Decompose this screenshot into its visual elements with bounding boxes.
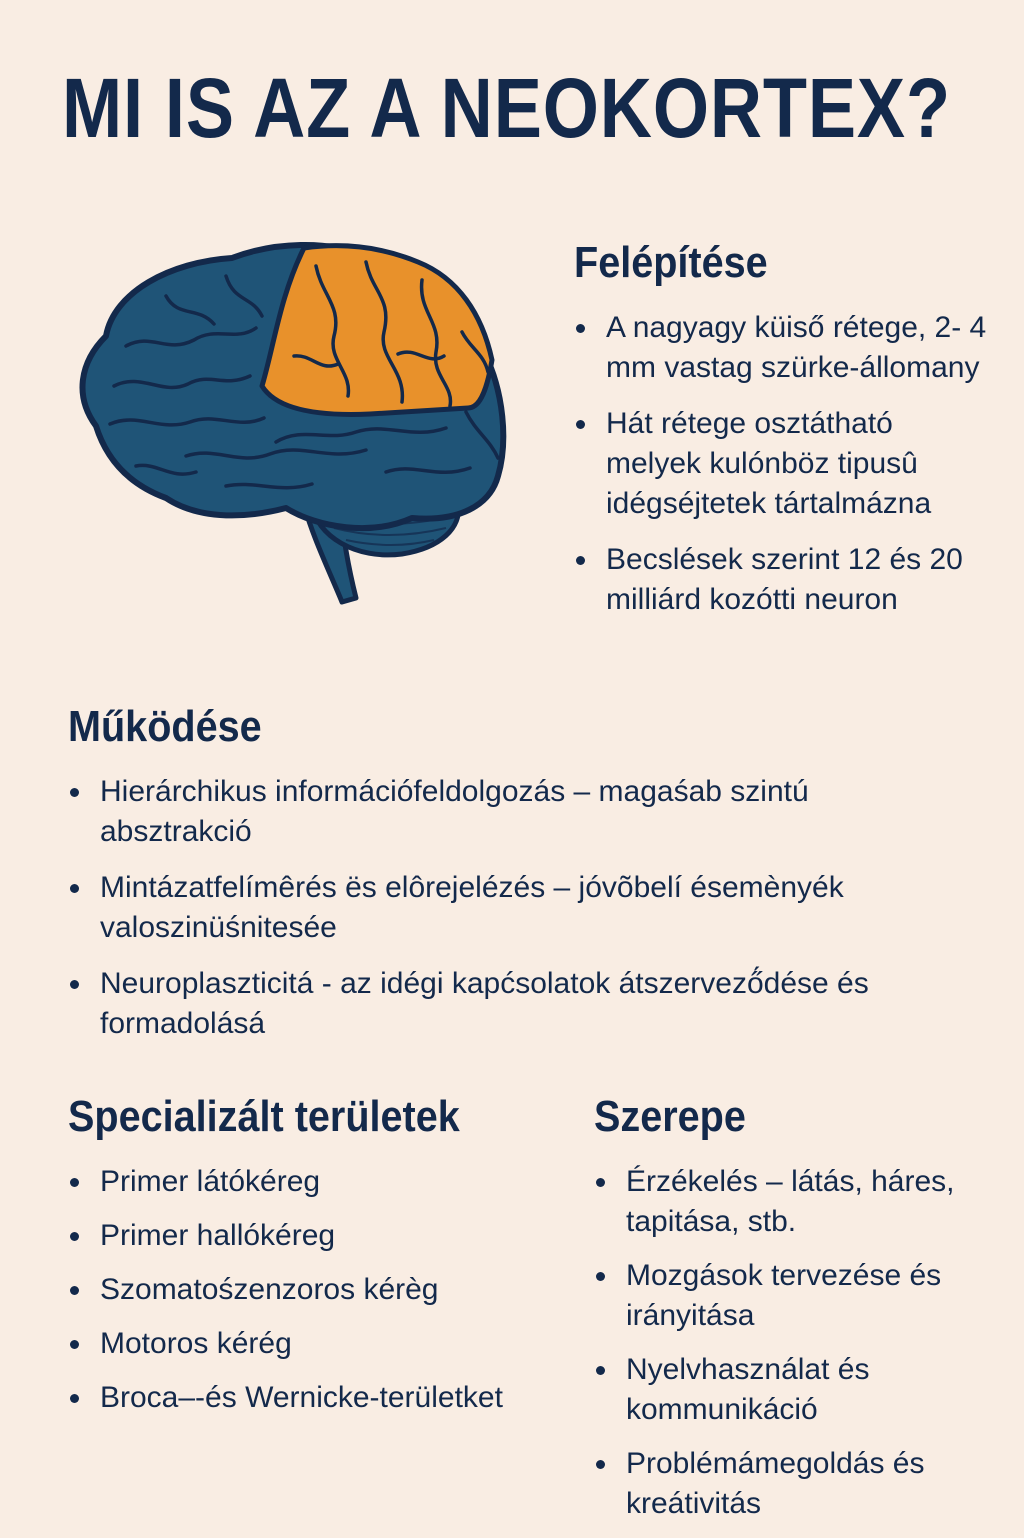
bullet-list (594, 1162, 1004, 1524)
bullet-list (574, 308, 994, 620)
bullet-list (68, 772, 968, 1044)
bullet-icon (596, 1178, 605, 1187)
highlighted-region (262, 246, 492, 415)
bullet-icon (70, 1178, 79, 1187)
list-item: Mintázatfelímêrés ës elôrejelézés – jóvõbelí ésemènyék valoszinüśnitesée (68, 868, 968, 948)
list-item: Mozgások tervezése és irányitása (594, 1256, 1004, 1336)
section-heading: Működése (68, 702, 262, 751)
list-item: Szomatośzenzoros kérèg (68, 1270, 568, 1310)
page-title: MI IS AZ A NEOKORTEX? (62, 61, 951, 155)
list-item: Hát rétege osztátható melyek kulónböz tipusû idégséjtetek tártalmázna (574, 404, 994, 524)
bullet-icon (70, 1286, 79, 1295)
section-heading: Felépítése (574, 238, 768, 287)
list-item: Primer hallókéreg (68, 1216, 568, 1256)
bullet-icon (576, 556, 585, 565)
bullet-icon (70, 884, 79, 893)
bullet-icon (596, 1272, 605, 1281)
list-item: Hierárchikus információfeldolgozás – magaśab szintú absztrakció (68, 772, 968, 852)
list-item: Problémámegoldás és kreátivitás (594, 1444, 1004, 1524)
bullet-list (68, 1162, 568, 1418)
section-szerepe (594, 1090, 1004, 1538)
bullet-icon (596, 1366, 605, 1375)
list-item: Broca–-és Wernicke-területket (68, 1378, 568, 1418)
section-mukodese (68, 700, 968, 1060)
list-item: Motoros kérég (68, 1324, 568, 1364)
list-item: Érzékelés – látás, háres, tapitása, stb. (594, 1162, 1004, 1242)
section-heading: Szerepe (594, 1092, 746, 1141)
list-item: Neuroplaszticitá - az idégi kapćsolatok átszervező́dése és formadolásá (68, 964, 968, 1044)
section-specializalt-teruletek (68, 1090, 568, 1432)
section-heading: Specializált területek (68, 1092, 460, 1141)
bullet-icon (70, 1232, 79, 1241)
bullet-icon (70, 1394, 79, 1403)
bullet-icon (70, 980, 79, 989)
brain-illustration (66, 236, 514, 614)
bullet-icon (70, 788, 79, 797)
list-item: Becslések szerint 12 és 20 milliárd kozótti neuron (574, 540, 994, 620)
list-item: Nyelvhasználat és kommunikáció (594, 1350, 1004, 1430)
bullet-icon (70, 1340, 79, 1349)
section-felepitese (574, 236, 994, 636)
bullet-icon (576, 420, 585, 429)
list-item: A nagyagy küiső rétege, 2- 4 mm vastag szürke-állomany (574, 308, 994, 388)
bullet-icon (576, 324, 585, 333)
bullet-icon (596, 1460, 605, 1469)
list-item: Primer látókéreg (68, 1162, 568, 1202)
